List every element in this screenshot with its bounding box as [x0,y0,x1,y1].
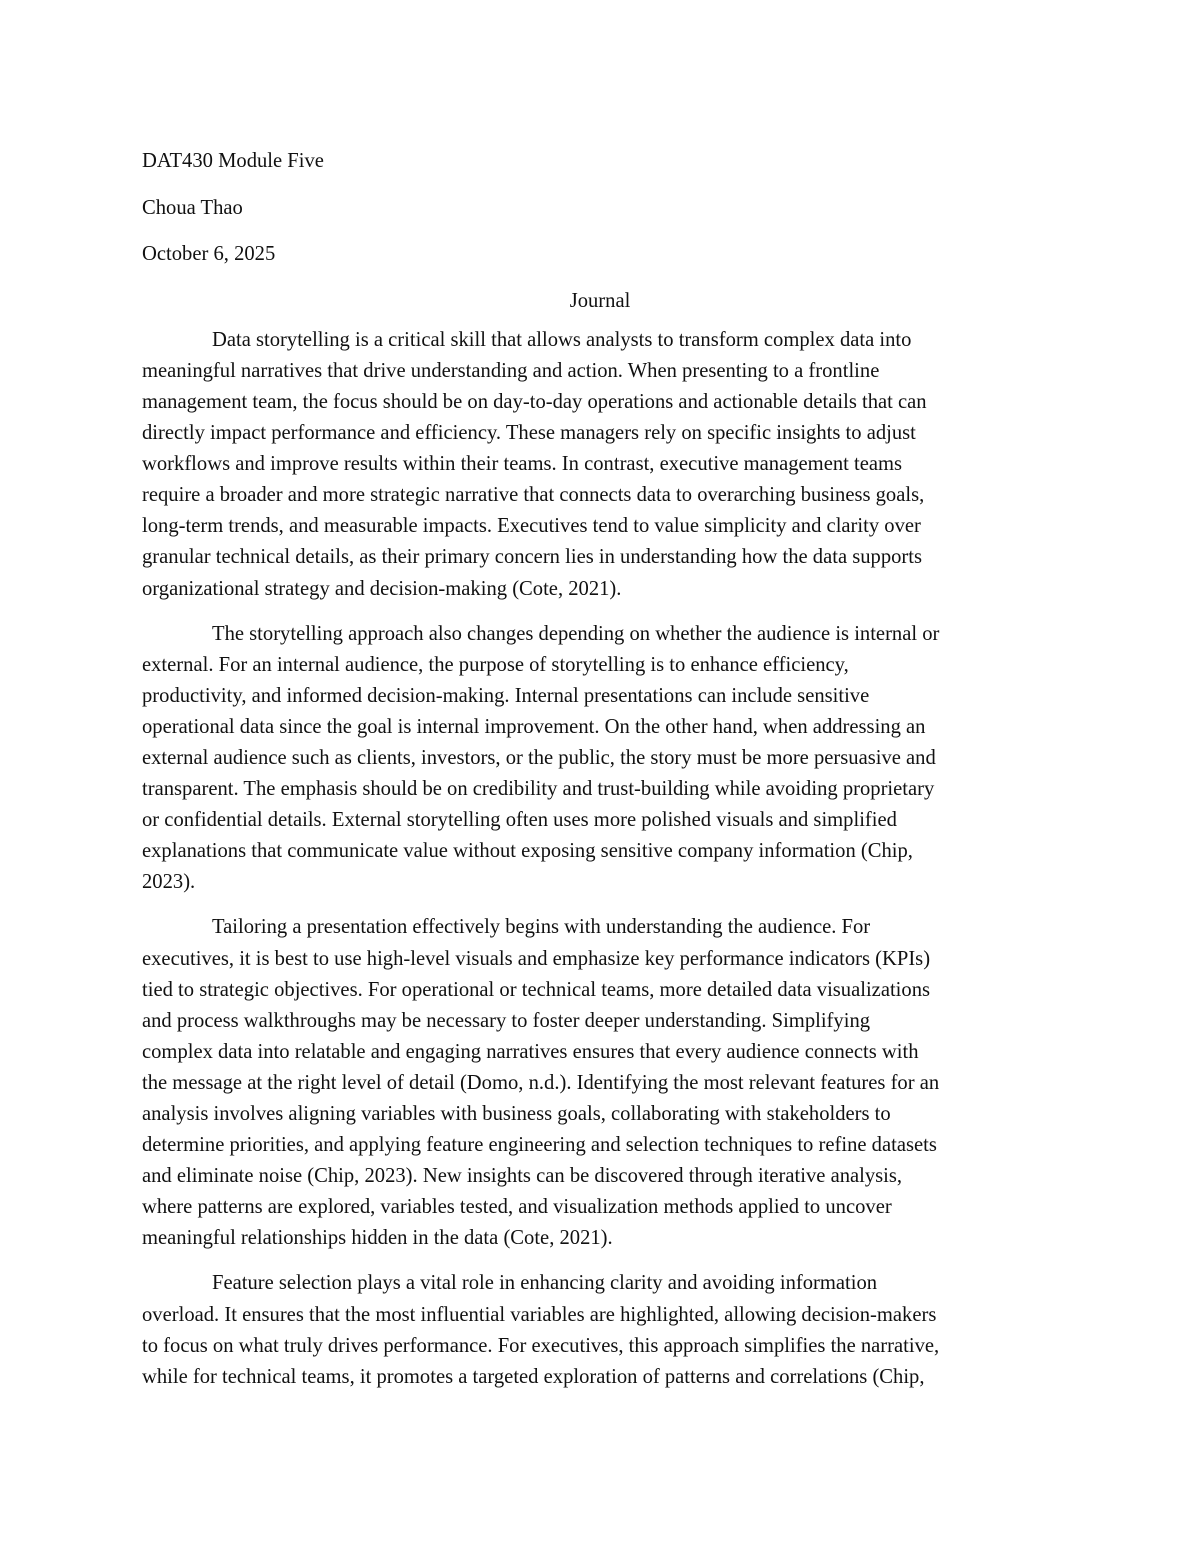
paragraph-line: organizational strategy and decision-making (Cote, 2021). [142,577,622,600]
paragraph-line: Tailoring a presentation effectively begins with understanding the audience. For [212,916,871,939]
document-title: Journal [569,290,631,313]
paragraph [142,912,1058,1254]
paragraph-line: meaningful relationships hidden in the data (Cote, 2021). [142,1227,613,1250]
paragraph-line: and eliminate noise (Chip, 2023). New insights can be discovered through iterative analysis, [142,1165,903,1188]
paragraph-line: long-term trends, and measurable impacts. Executives tend to value simplicity and clarity over [142,515,921,538]
paragraph-line: transparent. The emphasis should be on credibility and trust-building while avoiding proprietary [142,778,935,801]
paragraph-line: meaningful narratives that drive understanding and action. When presenting to a frontline [142,359,880,382]
paragraph-line: while for technical teams, it promotes a targeted exploration of patterns and correlations (Chip, [142,1365,925,1388]
paragraph-line: The storytelling approach also changes depending on whether the audience is internal or [212,622,940,645]
document-page [142,138,1058,1407]
paragraph-line: analysis involves aligning variables with business goals, collaborating with stakeholders to [142,1103,891,1125]
paragraph [142,619,1058,899]
paragraph-line: operational data since the goal is internal improvement. On the other hand, when addressing an [142,715,926,738]
paragraph-line: directly impact performance and efficiency. These managers rely on specific insights to adjust [142,422,916,445]
paragraph [142,325,1058,605]
paragraph-line: Data storytelling is a critical skill that allows analysts to transform complex data into [212,328,912,351]
paragraph-line: tied to strategic objectives. For operational or technical teams, more detailed data visualizations [142,978,931,1001]
paragraph-line: 2023). [142,871,196,894]
paragraph-line: and process walkthroughs may be necessary to foster deeper understanding. Simplifying [142,1009,871,1032]
paragraph-line: to focus on what truly drives performance. For executives, this approach simplifies the narrative, [142,1334,940,1357]
paragraph-line: where patterns are explored, variables tested, and visualization methods applied to uncover [142,1196,892,1219]
paragraph-line: the message at the right level of detail (Domo, n.d.). Identifying the most relevant features for an [142,1071,940,1094]
paragraph-line: explanations that communicate value without exposing sensitive company information (Chip, [142,840,913,863]
paragraph-line: external. For an internal audience, the purpose of storytelling is to enhance efficiency, [142,653,849,676]
paragraph-line: executives, it is best to use high-level visuals and emphasize key performance indicators (KPIs) [142,947,931,970]
course-title: DAT430 Module Five [142,150,324,172]
author-name: Choua Thao [142,196,243,219]
paragraph-line: external audience such as clients, investors, or the public, the story must be more persuasive and [142,746,936,769]
paragraph-line: complex data into relatable and engaging narratives ensures that every audience connects with [142,1040,919,1063]
paragraph-line: require a broader and more strategic narrative that connects data to overarching business goals, [142,484,925,507]
paragraph [142,1268,1058,1392]
paragraph-line: Feature selection plays a vital role in enhancing clarity and avoiding information [212,1272,878,1295]
body-text [142,325,1058,1393]
paragraph-line: workflows and improve results within their teams. In contrast, executive management teams [142,453,903,476]
paragraph-line: overload. It ensures that the most influential variables are highlighted, allowing decision-makers [142,1303,937,1326]
paragraph-line: productivity, and informed decision-making. Internal presentations can include sensitive [142,684,870,707]
paragraph-line: or confidential details. External storytelling often uses more polished visuals and simplified [142,809,897,832]
paragraph-line: determine priorities, and applying feature engineering and selection techniques to refine datasets [142,1134,937,1157]
paragraph-line: granular technical details, as their primary concern lies in understanding how the data supports [142,546,923,569]
paragraph-line: management team, the focus should be on day-to-day operations and actionable details that can [142,390,927,413]
document-date: October 6, 2025 [142,243,276,266]
